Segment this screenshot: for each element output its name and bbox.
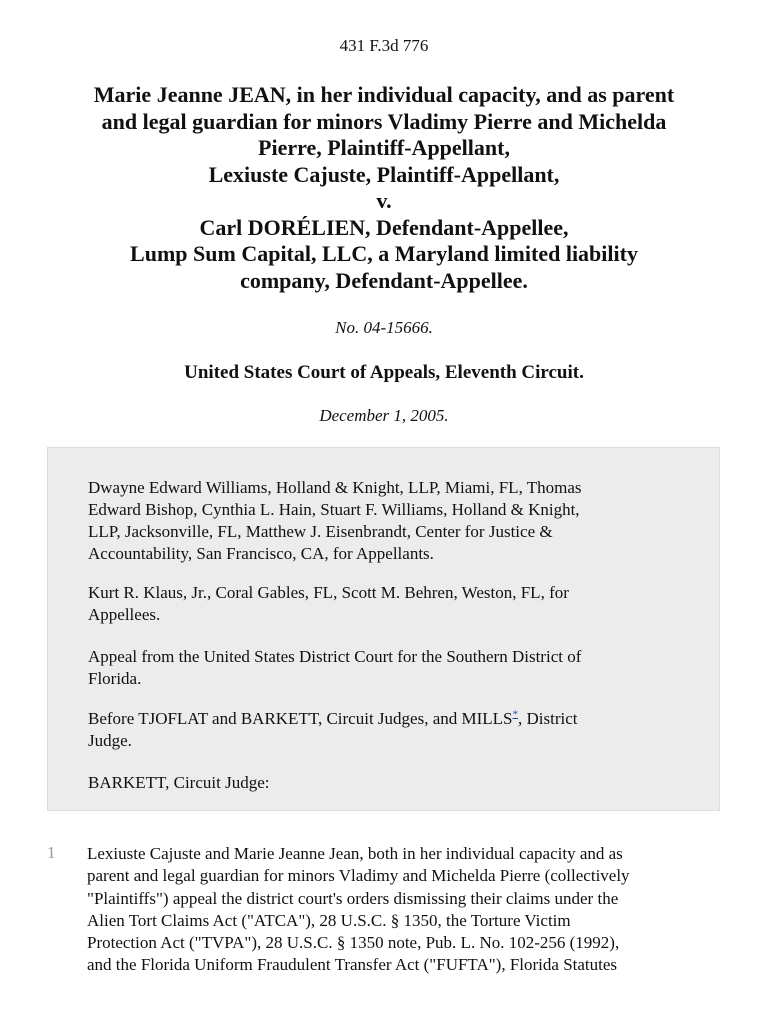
panel-judges <box>88 708 688 752</box>
case-citation: 431 F.3d 776 <box>339 36 429 55</box>
appeal-from-line: Florida. <box>88 669 142 688</box>
panel-suffix: , District <box>518 709 578 728</box>
paragraph-line: Lexiuste Cajuste and Marie Jeanne Jean, both in her individual capacity and as <box>87 844 623 863</box>
case-header-box <box>47 447 720 811</box>
paragraph-line: Protection Act ("TVPA"), 28 U.S.C. § 1350 note, Pub. L. No. 102-256 (1992), <box>87 933 620 953</box>
court-name: United States Court of Appeals, Eleventh Circuit. <box>184 362 584 383</box>
case-title-line: company, Defendant-Appellee. <box>240 267 528 293</box>
footnote-link[interactable]: * <box>512 708 518 721</box>
case-title-line: Lump Sum Capital, LLC, a Maryland limited liability <box>130 241 638 266</box>
appeal-from-line: Appeal from the United States District Court for the Southern District of <box>88 647 582 666</box>
counsel-line: Edward Bishop, Cynthia L. Hain, Stuart F. Williams, Holland & Knight, <box>88 500 580 519</box>
paragraph-line: parent and legal guardian for minors Vladimy and Michelda Pierre (collectively <box>87 866 630 886</box>
counsel-line: Accountability, San Francisco, CA, for Appellants. <box>88 544 434 563</box>
panel-line <box>88 708 688 730</box>
docket-number: No. 04-15666. <box>335 318 433 337</box>
counsel-line: Appellees. <box>88 605 161 624</box>
counsel-appellees <box>88 582 688 626</box>
paragraph-text <box>87 843 727 977</box>
case-title-line: Pierre, Plaintiff-Appellant, <box>258 135 510 160</box>
paragraph-number: 1 <box>47 843 56 862</box>
panel-line: Judge. <box>88 731 132 750</box>
panel-prefix: Before TJOFLAT and BARKETT, Circuit Judges, and MILLS <box>88 709 513 728</box>
paragraph-line: "Plaintiffs") appeal the district court's orders dismissing their claims under the <box>87 888 619 908</box>
case-title-line: Marie Jeanne JEAN, in her individual capacity, and as parent <box>93 82 675 107</box>
paragraph-line: Alien Tort Claims Act ("ATCA"), 28 U.S.C. § 1350, the Torture Victim <box>87 910 571 930</box>
counsel-line: Dwayne Edward Williams, Holland & Knight, LLP, Miami, FL, Thomas <box>88 478 582 497</box>
case-title-line: v. <box>376 188 392 213</box>
opinion-author: BARKETT, Circuit Judge: <box>88 773 270 792</box>
counsel-appellants <box>88 477 688 565</box>
counsel-line: LLP, Jacksonville, FL, Matthew J. Eisenbrandt, Center for Justice & <box>88 522 553 541</box>
appeal-from <box>88 646 688 690</box>
case-title <box>30 82 738 294</box>
case-title-line: Carl DORÉLIEN, Defendant-Appellee, <box>199 214 569 240</box>
paragraph-line: and the Florida Uniform Fraudulent Transfer Act ("FUFTA"), Florida Statutes <box>87 955 618 975</box>
counsel-line: Kurt R. Klaus, Jr., Coral Gables, FL, Scott M. Behren, Weston, FL, for <box>88 583 569 602</box>
case-title-line: and legal guardian for minors Vladimy Pierre and Michelda <box>101 108 667 134</box>
decision-date: December 1, 2005. <box>319 406 449 425</box>
case-title-line: Lexiuste Cajuste, Plaintiff-Appellant, <box>208 161 560 187</box>
